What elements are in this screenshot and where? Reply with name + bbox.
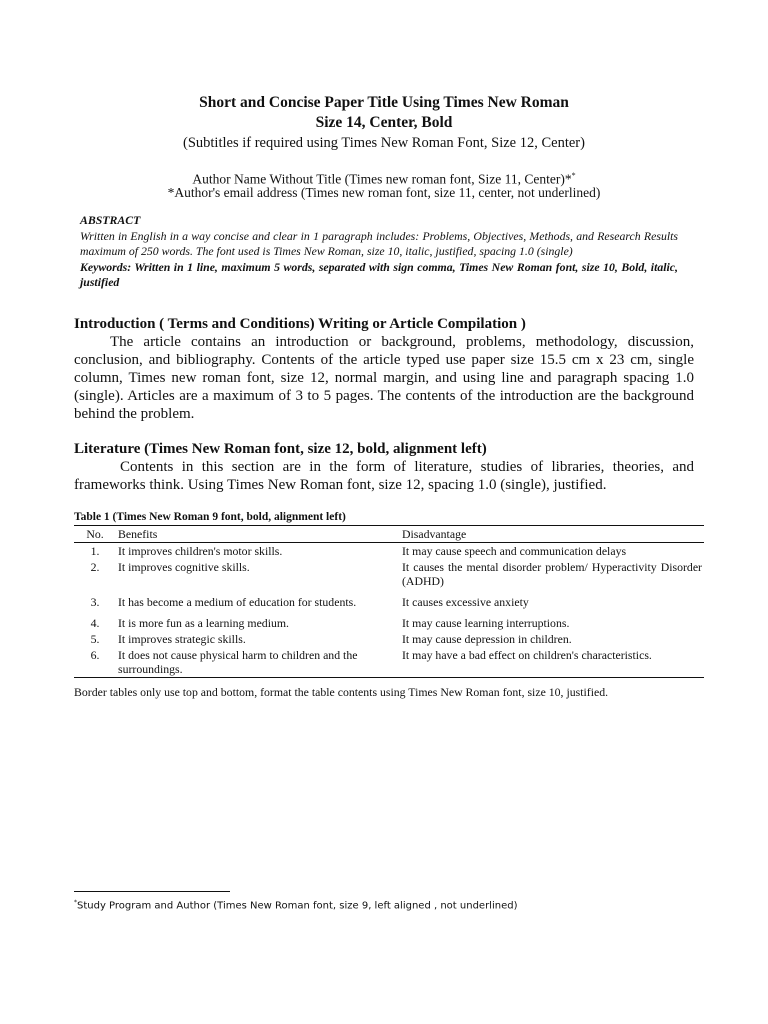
footnote-text: Study Program and Author (Times New Roman font, size 9, left aligned , not underlined) [77,900,518,912]
author-name: Author Name Without Title (Times new roman font, Size 11, Center)* [192,171,572,187]
footnote-mark: * [74,899,77,906]
benefit-cell: It does not cause physical harm to children and the surroundings. [118,648,358,676]
disadvantage-cell: It may have a bad effect on children's characteristics. [402,648,652,662]
footnote-divider [74,891,230,892]
disadvantage-cell: It may cause speech and communication delays [402,544,627,558]
benefits-table [74,525,704,678]
table-header-row [74,526,704,543]
abstract-text: Written in English in a way concise and clear in 1 paragraph includes: Problems, Objectives, Methods, and Research Results maximum of 250 words. The font used is Times New Roman, size 10, italic, justified, spacing 1.0 (single) [80,228,678,258]
row-number: 1. [90,544,100,558]
row-number: 4. [90,616,100,630]
row-number: 2. [90,560,100,574]
author-footnote-mark: * [571,171,576,180]
abstract-block [80,213,678,291]
footnote [74,896,517,912]
table-row [74,647,704,678]
disadvantage-cell: It causes excessive anxiety [402,595,529,609]
abstract-heading: ABSTRACT [80,213,141,227]
benefit-cell: It improves children's motor skills. [118,544,283,558]
benefit-cell: It improves cognitive skills. [118,560,250,574]
row-number: 6. [90,648,100,662]
paper-subtitle: (Subtitles if required using Times New Roman Font, Size 12, Center) [183,135,585,151]
table-row [74,594,704,615]
row-number: 5. [90,632,100,646]
benefit-cell: It improves strategic skills. [118,632,246,646]
table-row [74,559,704,594]
author-email: *Author's email address (Times new roman font, size 11, center, not underlined) [167,185,601,200]
header-disadvantage: Disadvantage [402,527,467,541]
introduction-paragraph [74,333,694,423]
row-number: 3. [90,595,100,609]
paper-title-line2: Size 14, Center, Bold [315,114,453,131]
table-caption: Table 1 (Times New Roman 9 font, bold, alignment left) [74,511,346,523]
introduction-text: The article contains an introduction or background, problems, methodology, discussion, conclusion, and bibliography. Contents of the article typed use paper size 15.5 cm x 23 cm, single column, Times new roman font, size 12, normal margin, and using line and paragraph spacing 1.0 (single). Articles are a maximum of 3 to 5 pages. The contents of the introduction are the background behind the problem. [74,334,694,422]
disadvantage-cell: It causes the mental disorder problem/ Hyperactivity Disorder (ADHD) [402,560,702,588]
table-row [74,631,704,647]
introduction-heading: Introduction ( Terms and Conditions) Writing or Article Compilation ) [74,316,526,332]
table-row [74,615,704,631]
header-benefits: Benefits [118,527,158,541]
benefit-cell: It is more fun as a learning medium. [118,616,290,630]
paper-title-line1: Short and Concise Paper Title Using Times New Roman [199,94,569,111]
disadvantage-cell: It may cause depression in children. [402,632,572,646]
disadvantage-cell: It may cause learning interruptions. [402,616,570,630]
literature-paragraph [74,458,694,494]
table-row [74,543,704,560]
benefit-cell: It has become a medium of education for students. [118,595,357,609]
keywords: Keywords: Written in 1 line, maximum 5 words, separated with sign comma, Times New Roman font, size 10, Bold, italic, justified [80,259,678,289]
table-note: Border tables only use top and bottom, format the table contents using Times New Roman font, size 10, justified. [74,685,609,699]
literature-heading: Literature (Times New Roman font, size 12, bold, alignment left) [74,441,487,457]
literature-text: Contents in this section are in the form of literature, studies of libraries, theories, and frameworks think. Using Times New Roman font, size 12, spacing 1.0 (single), justified. [74,459,694,493]
header-no: No. [86,527,104,541]
